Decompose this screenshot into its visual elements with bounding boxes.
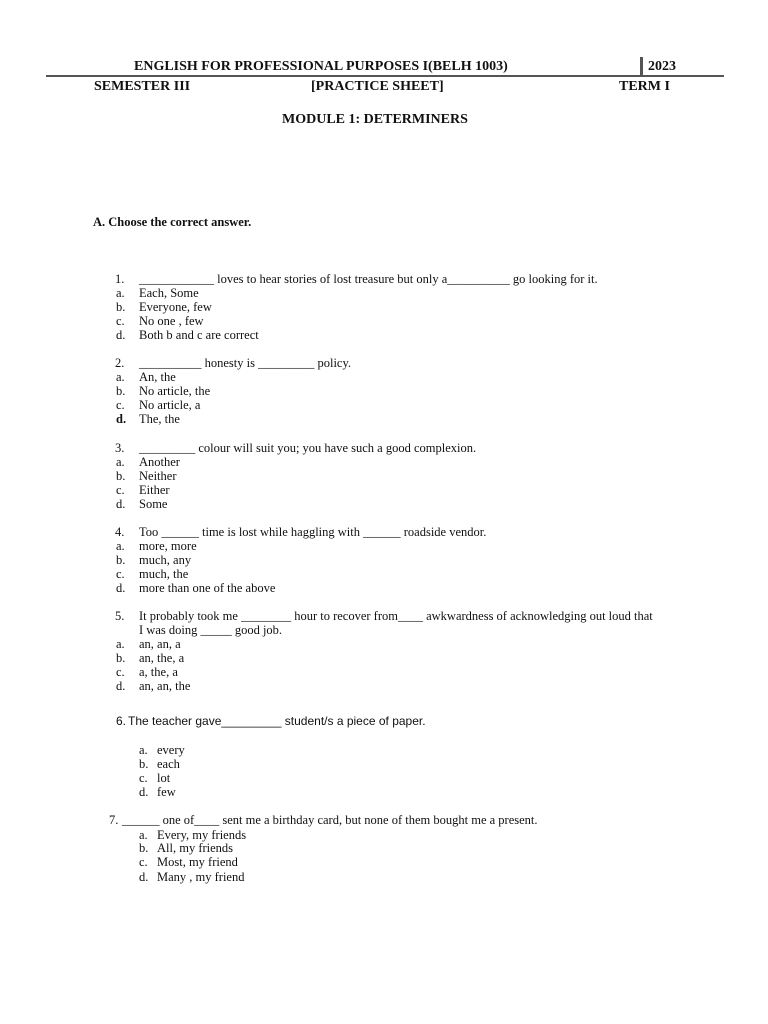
option-text: No one , few [139, 314, 204, 328]
option-text: Many , my friend [157, 870, 245, 884]
option-text: lot [157, 771, 171, 785]
module-title: MODULE 1: DETERMINERS [282, 112, 468, 127]
option-letter: c. [116, 398, 125, 412]
option-text: a, the, a [139, 665, 178, 679]
option-letter: a. [139, 828, 148, 842]
option-text: Everyone, few [139, 300, 212, 314]
option-text: more than one of the above [139, 581, 276, 595]
question-text: __________ honesty is _________ policy. [139, 356, 352, 370]
option-letter: b. [139, 757, 149, 771]
option-text: An, the [139, 370, 176, 384]
option-letter: c. [139, 855, 148, 869]
option-letter: c. [116, 665, 125, 679]
option-letter: c. [116, 314, 125, 328]
course-title: ENGLISH FOR PROFESSIONAL PURPOSES I(BELH 1003) [134, 59, 508, 74]
option-letter: a. [116, 539, 125, 553]
option-letter: a. [139, 743, 148, 757]
option-letter: c. [116, 483, 125, 497]
option-letter: d. [139, 870, 149, 884]
option-letter: b. [116, 384, 126, 398]
question-text: ______ one of____ sent me a birthday card, but none of them bought me a present. [122, 813, 538, 827]
option-letter: d. [116, 497, 126, 511]
option-text: No article, a [139, 398, 201, 412]
header-rule [46, 75, 724, 77]
question-number: 2. [115, 356, 125, 370]
option-letter: d. [116, 328, 126, 342]
option-letter: c. [116, 567, 125, 581]
question-number: 7. [109, 813, 119, 827]
option-text: The, the [139, 412, 180, 426]
option-text: much, the [139, 567, 189, 581]
option-text: Each, Some [139, 286, 199, 300]
option-text: much, any [139, 553, 192, 567]
sheet-label: [PRACTICE SHEET] [311, 79, 444, 94]
question-number: 4. [115, 525, 125, 539]
option-text: No article, the [139, 384, 211, 398]
question-text: ____________ loves to hear stories of lost treasure but only a__________ go looking for it. [139, 272, 598, 286]
option-text: All, my friends [157, 841, 234, 855]
option-text: Most, my friend [157, 855, 238, 869]
question-number: 1. [115, 272, 125, 286]
option-letter: b. [116, 469, 126, 483]
question-number: 3. [115, 441, 125, 455]
option-text: Every, my friends [157, 828, 247, 842]
option-text: Another [139, 455, 180, 469]
option-letter: d. [116, 412, 127, 426]
option-text: an, an, a [139, 637, 181, 651]
header-divider [640, 57, 643, 76]
section-a-heading: A. Choose the correct answer. [93, 215, 252, 229]
option-letter: b. [116, 553, 126, 567]
option-text: an, an, the [139, 679, 191, 693]
option-text: every [157, 743, 185, 757]
option-text: each [157, 757, 180, 771]
option-letter: d. [116, 581, 126, 595]
question-number: 6. [116, 714, 127, 728]
header-year: 2023 [648, 59, 676, 74]
option-letter: d. [139, 785, 149, 799]
semester-label: SEMESTER III [94, 79, 191, 94]
option-letter: b. [139, 841, 149, 855]
question-text: The teacher gave_________ student/s a piece of paper. [128, 714, 426, 728]
option-letter: d. [116, 679, 126, 693]
question-text: _________ colour will suit you; you have such a good complexion. [139, 441, 477, 455]
option-text: an, the, a [139, 651, 185, 665]
option-text: Neither [139, 469, 177, 483]
question-text-continued: I was doing _____ good job. [139, 623, 283, 637]
question-number: 5. [115, 609, 125, 623]
option-letter: b. [116, 300, 126, 314]
option-letter: c. [139, 771, 148, 785]
question-text: Too ______ time is lost while haggling with ______ roadside vendor. [139, 525, 487, 539]
option-letter: a. [116, 286, 125, 300]
term-label: TERM I [619, 79, 670, 94]
option-letter: a. [116, 637, 125, 651]
option-text: Both b and c are correct [139, 328, 259, 342]
option-letter: a. [116, 370, 125, 384]
option-text: more, more [139, 539, 197, 553]
option-text: Either [139, 483, 170, 497]
option-text: Some [139, 497, 168, 511]
option-letter: b. [116, 651, 126, 665]
option-letter: a. [116, 455, 125, 469]
question-text: It probably took me ________ hour to recover from____ awkwardness of acknowledging out loud that [139, 609, 653, 623]
option-text: few [157, 785, 176, 799]
